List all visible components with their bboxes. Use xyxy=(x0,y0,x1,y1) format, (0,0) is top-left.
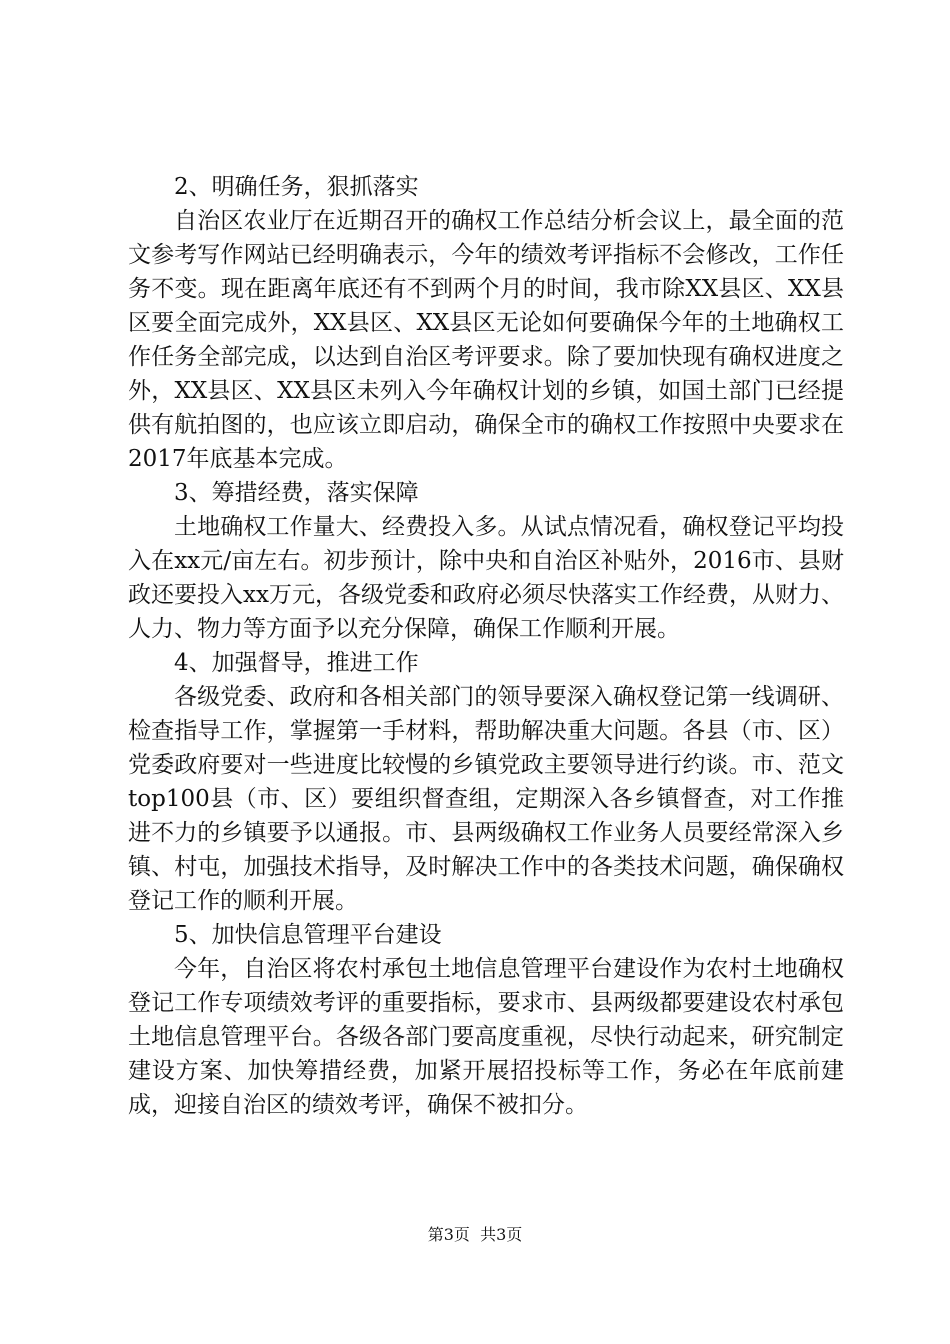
section-heading-4: 4、加强督导，推进工作 xyxy=(174,650,419,676)
document-body xyxy=(128,170,844,1122)
section-heading-5: 5、加快信息管理平台建设 xyxy=(174,922,442,948)
section-heading-3: 3、筹措经费，落实保障 xyxy=(174,480,419,506)
section-paragraph-4: 各级党委、政府和各相关部门的领导要深入确权登记第一线调研、检查指导工作，掌握第一手材料，帮助解决重大问题。各县（市、区）党委政府要对一些进度比较慢的乡镇党政主要领导进行约谈。市、范文top100县（市、区）要组织督查组，定期深入各乡镇督查，对工作推进不力的乡镇要予以通报。市、县两级确权工作业务人员要经常深入乡镇、村屯，加强技术指导，及时解决工作中的各类技术问题，确保确权登记工作的顺利开展。 xyxy=(128,684,844,914)
page-number-footer: 第3页 共3页 xyxy=(427,1225,523,1244)
section-paragraph-5: 今年，自治区将农村承包土地信息管理平台建设作为农村土地确权登记工作专项绩效考评的重要指标，要求市、县两级都要建设农村承包土地信息管理平台。各级各部门要高度重视，尽快行动起来，研究制定建设方案、加快筹措经费，加紧开展招投标等工作，务必在年底前建成，迎接自治区的绩效考评，确保不被扣分。 xyxy=(128,956,844,1118)
section-paragraph-2: 自治区农业厅在近期召开的确权工作总结分析会议上，最全面的范文参考写作网站已经明确表示，今年的绩效考评指标不会修改，工作任务不变。现在距离年底还有不到两个月的时间，我市除XX县区、XX县区要全面完成外，XX县区、XX县区无论如何要确保今年的土地确权工作任务全部完成，以达到自治区考评要求。除了要加快现有确权进度之外，XX县区、XX县区未列入今年确权计划的乡镇，如国土部门已经提供有航拍图的，也应该立即启动，确保全市的确权工作按照中央要求在2017年底基本完成。 xyxy=(128,208,844,472)
section-paragraph-3: 土地确权工作量大、经费投入多。从试点情况看，确权登记平均投入在xx元/亩左右。初步预计，除中央和自治区补贴外，2016市、县财政还要投入xx万元，各级党委和政府必须尽快落实工作经费，从财力、人力、物力等方面予以充分保障，确保工作顺利开展。 xyxy=(128,514,844,642)
section-heading-2: 2、明确任务，狠抓落实 xyxy=(174,174,419,200)
